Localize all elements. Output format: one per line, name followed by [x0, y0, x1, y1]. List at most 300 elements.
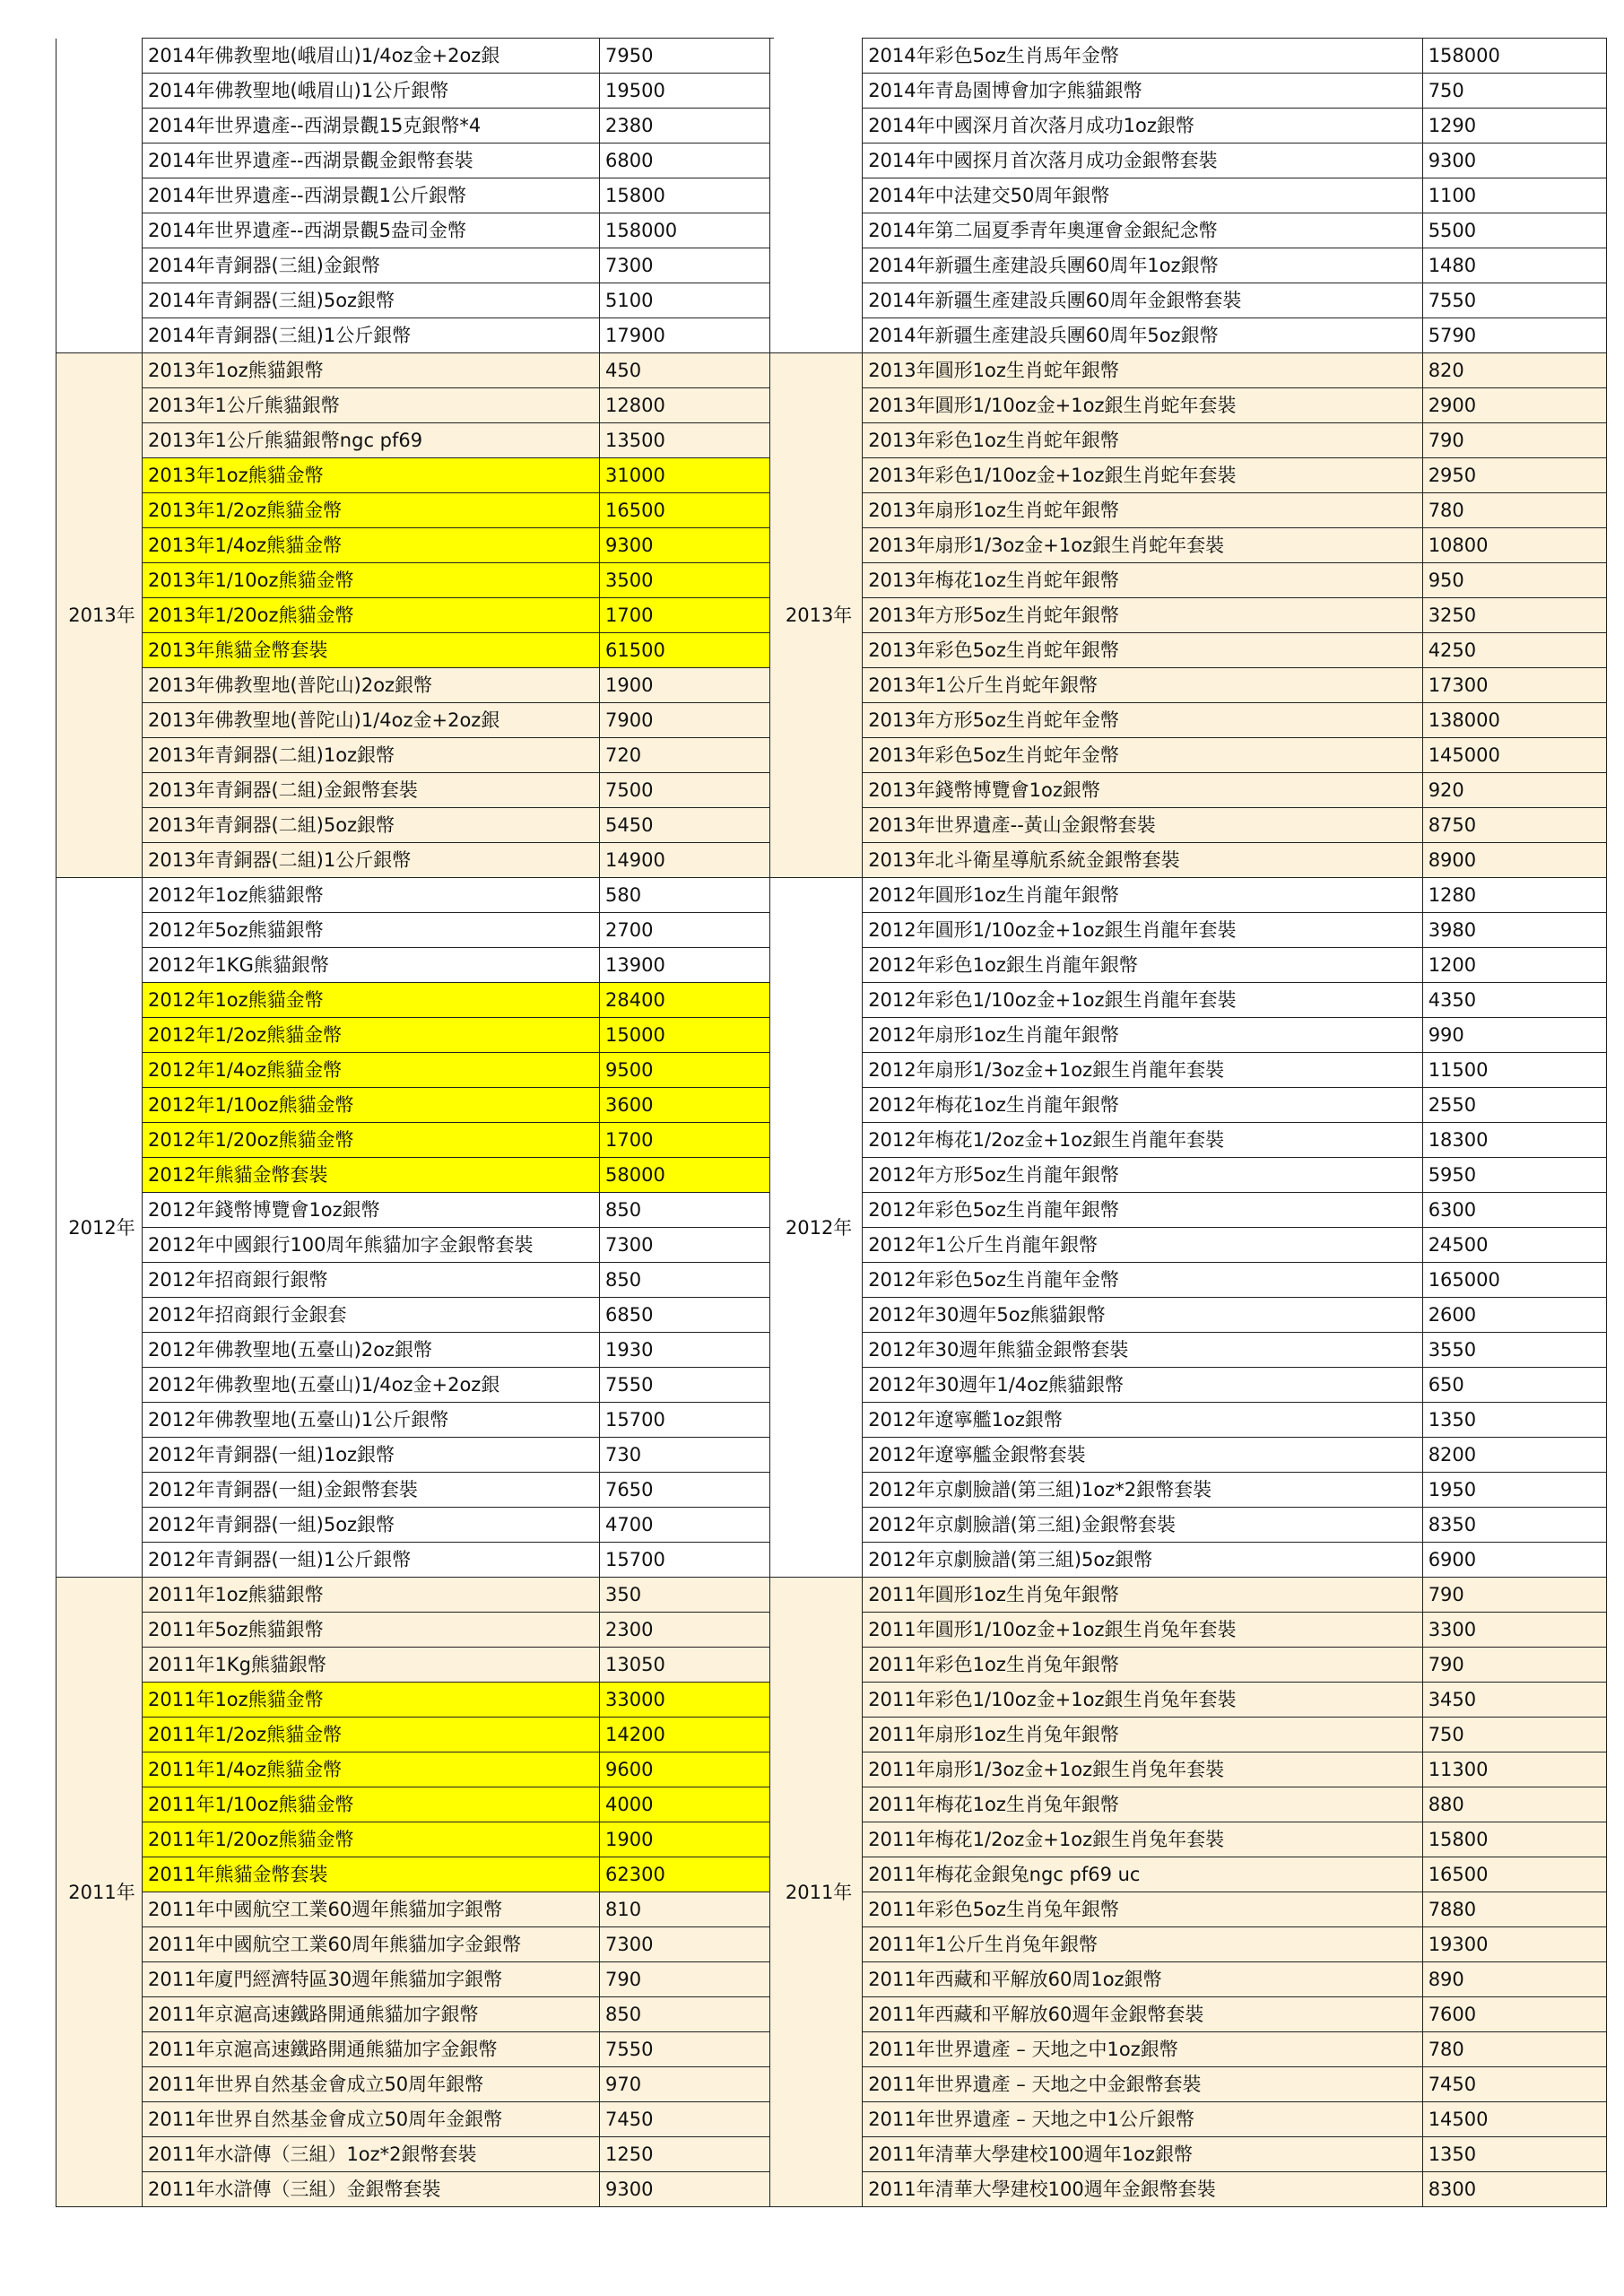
- table-row: [56, 1613, 774, 1648]
- item-name: 2013年佛教聖地(普陀山)2oz銀幣: [143, 668, 600, 703]
- table-row: [770, 1438, 1607, 1473]
- table-row: [56, 1718, 774, 1752]
- item-name: 2012年方形5oz生肖龍年銀幣: [863, 1158, 1423, 1193]
- item-price: 720: [600, 738, 774, 773]
- item-name: 2011年中國航空工業60周年熊貓加字金銀幣: [143, 1927, 600, 1962]
- table-row: [56, 808, 774, 843]
- item-price: 19500: [600, 74, 774, 109]
- item-name: 2013年1/20oz熊貓金幣: [143, 598, 600, 633]
- table-row: [56, 1962, 774, 1997]
- item-name: 2012年京劇臉譜(第三組)金銀幣套裝: [863, 1508, 1423, 1543]
- table-row: [770, 528, 1607, 563]
- table-row: [56, 1228, 774, 1263]
- item-name: 2013年1oz熊貓金幣: [143, 458, 600, 493]
- table-row: [56, 598, 774, 633]
- item-price: 10800: [1422, 528, 1606, 563]
- item-price: 1930: [600, 1333, 774, 1368]
- item-price: 6800: [600, 144, 774, 178]
- item-price: 31000: [600, 458, 774, 493]
- item-name: 2012年京劇臉譜(第三組)1oz*2銀幣套裝: [863, 1473, 1423, 1508]
- table-row: [770, 563, 1607, 598]
- table-row: [770, 1473, 1607, 1508]
- item-name: 2012年京劇臉譜(第三組)5oz銀幣: [863, 1543, 1423, 1578]
- item-name: 2013年彩色1/10oz金+1oz銀生肖蛇年套裝: [863, 458, 1423, 493]
- table-row: [56, 178, 774, 213]
- table-row: [770, 913, 1607, 948]
- table-row: [770, 1718, 1607, 1752]
- item-price: 2700: [600, 913, 774, 948]
- table-row: [56, 1368, 774, 1403]
- item-name: 2011年世界遺產 – 天地之中1公斤銀幣: [863, 2102, 1423, 2137]
- item-name: 2011年1公斤生肖兔年銀幣: [863, 1927, 1423, 1962]
- item-price: 6300: [1422, 1193, 1606, 1228]
- item-price: 15700: [600, 1543, 774, 1578]
- table-row: [56, 1787, 774, 1822]
- year-label: [56, 39, 143, 353]
- item-price: 7500: [600, 773, 774, 808]
- item-price: 950: [1422, 563, 1606, 598]
- item-name: 2011年水滸傳（三組）金銀幣套裝: [143, 2172, 600, 2207]
- table-row: [56, 74, 774, 109]
- item-price: 7550: [1422, 283, 1606, 318]
- table-row: [770, 1333, 1607, 1368]
- item-name: 2013年1oz熊貓銀幣: [143, 353, 600, 388]
- item-name: 2012年圓形1/10oz金+1oz銀生肖龍年套裝: [863, 913, 1423, 948]
- item-price: 2600: [1422, 1298, 1606, 1333]
- item-price: 17900: [600, 318, 774, 353]
- item-price: 5790: [1422, 318, 1606, 353]
- table-row: [770, 2032, 1607, 2067]
- item-price: 9500: [600, 1053, 774, 1088]
- table-row: [770, 598, 1607, 633]
- item-name: 2013年圓形1oz生肖蛇年銀幣: [863, 353, 1423, 388]
- table-row: [770, 388, 1607, 423]
- item-price: 850: [600, 1263, 774, 1298]
- table-row: [56, 458, 774, 493]
- item-price: 7300: [600, 248, 774, 283]
- item-price: 158000: [1422, 39, 1606, 74]
- item-price: 7300: [600, 1228, 774, 1263]
- item-name: 2012年遼寧艦1oz銀幣: [863, 1403, 1423, 1438]
- table-row: [770, 1648, 1607, 1683]
- item-name: 2012年彩色1/10oz金+1oz銀生肖龍年套裝: [863, 983, 1423, 1018]
- table-row: [770, 1752, 1607, 1787]
- table-row: [770, 1123, 1607, 1158]
- item-price: 16500: [1422, 1857, 1606, 1892]
- item-price: 990: [1422, 1018, 1606, 1053]
- item-price: 24500: [1422, 1228, 1606, 1263]
- table-row: [770, 1368, 1607, 1403]
- item-name: 2011年梅花1/2oz金+1oz銀生肖兔年套裝: [863, 1822, 1423, 1857]
- item-price: 4350: [1422, 983, 1606, 1018]
- item-price: 14500: [1422, 2102, 1606, 2137]
- year-label: 2013年: [770, 353, 863, 878]
- item-price: 580: [600, 878, 774, 913]
- item-price: 1350: [1422, 1403, 1606, 1438]
- item-price: 11300: [1422, 1752, 1606, 1787]
- item-price: 3980: [1422, 913, 1606, 948]
- table-row: [56, 528, 774, 563]
- item-name: 2012年青銅器(一組)1公斤銀幣: [143, 1543, 600, 1578]
- table-row: [770, 1927, 1607, 1962]
- item-name: 2013年熊貓金幣套裝: [143, 633, 600, 668]
- item-name: 2013年1/10oz熊貓金幣: [143, 563, 600, 598]
- item-name: 2011年西藏和平解放60周1oz銀幣: [863, 1962, 1423, 1997]
- item-price: 11500: [1422, 1053, 1606, 1088]
- item-price: 1200: [1422, 948, 1606, 983]
- item-price: 7950: [600, 39, 774, 74]
- table-row: [770, 1543, 1607, 1578]
- table-row: [770, 2102, 1607, 2137]
- item-name: 2013年1/2oz熊貓金幣: [143, 493, 600, 528]
- table-row: [56, 1578, 774, 1613]
- table-row: [770, 1683, 1607, 1718]
- table-row: [770, 1613, 1607, 1648]
- item-name: 2011年1oz熊貓銀幣: [143, 1578, 600, 1613]
- item-name: 2014年佛教聖地(峨眉山)1公斤銀幣: [143, 74, 600, 109]
- table-row: [770, 248, 1607, 283]
- item-name: 2011年1/10oz熊貓金幣: [143, 1787, 600, 1822]
- item-name: 2014年中國探月首次落月成功金銀幣套裝: [863, 144, 1423, 178]
- item-price: 1350: [1422, 2137, 1606, 2172]
- item-price: 780: [1422, 493, 1606, 528]
- item-name: 2013年世界遺產--黃山金銀幣套裝: [863, 808, 1423, 843]
- table-row: [770, 318, 1607, 353]
- item-price: 1480: [1422, 248, 1606, 283]
- item-price: 15000: [600, 1018, 774, 1053]
- item-name: 2012年1/20oz熊貓金幣: [143, 1123, 600, 1158]
- table-row: [56, 633, 774, 668]
- table-row: [56, 1997, 774, 2032]
- table-row: [56, 843, 774, 878]
- item-price: 8900: [1422, 843, 1606, 878]
- table-row: [56, 1473, 774, 1508]
- table-row: [56, 109, 774, 144]
- item-name: 2014年新疆生產建設兵團60周年金銀幣套裝: [863, 283, 1423, 318]
- table-row: [770, 668, 1607, 703]
- item-name: 2014年青銅器(三組)5oz銀幣: [143, 283, 600, 318]
- item-name: 2013年彩色5oz生肖蛇年銀幣: [863, 633, 1423, 668]
- item-price: 33000: [600, 1683, 774, 1718]
- table-row: [56, 283, 774, 318]
- table-row: [56, 1822, 774, 1857]
- table-row: [56, 2067, 774, 2102]
- item-price: 61500: [600, 633, 774, 668]
- item-price: 5500: [1422, 213, 1606, 248]
- item-price: 7300: [600, 1927, 774, 1962]
- item-name: 2011年廈門經濟特區30週年熊貓加字銀幣: [143, 1962, 600, 1997]
- table-row: [56, 913, 774, 948]
- item-name: 2013年青銅器(二組)1公斤銀幣: [143, 843, 600, 878]
- item-price: 850: [600, 1193, 774, 1228]
- item-price: 5100: [600, 283, 774, 318]
- item-name: 2011年彩色5oz生肖兔年銀幣: [863, 1892, 1423, 1927]
- right-price-table: [769, 38, 1607, 2207]
- item-price: 138000: [1422, 703, 1606, 738]
- item-name: 2013年1公斤生肖蛇年銀幣: [863, 668, 1423, 703]
- item-name: 2011年西藏和平解放60週年金銀幣套裝: [863, 1997, 1423, 2032]
- item-price: 6900: [1422, 1543, 1606, 1578]
- table-row: [770, 633, 1607, 668]
- item-name: 2012年1/10oz熊貓金幣: [143, 1088, 600, 1123]
- item-name: 2011年熊貓金幣套裝: [143, 1857, 600, 1892]
- item-price: 1280: [1422, 878, 1606, 913]
- item-name: 2011年京滬高速鐵路開通熊貓加字銀幣: [143, 1997, 600, 2032]
- item-name: 2014年世界遺產--西湖景觀15克銀幣*4: [143, 109, 600, 144]
- item-price: 7550: [600, 1368, 774, 1403]
- item-price: 19300: [1422, 1927, 1606, 1962]
- item-name: 2011年圓形1oz生肖兔年銀幣: [863, 1578, 1423, 1613]
- item-name: 2011年世界自然基金會成立50周年金銀幣: [143, 2102, 600, 2137]
- table-row: [770, 1578, 1607, 1613]
- item-price: 3500: [600, 563, 774, 598]
- item-name: 2012年招商銀行金銀套: [143, 1298, 600, 1333]
- item-name: 2014年世界遺產--西湖景觀金銀幣套裝: [143, 144, 600, 178]
- year-label: 2012年: [770, 878, 863, 1578]
- item-price: 7600: [1422, 1997, 1606, 2032]
- table-row: [770, 213, 1607, 248]
- item-name: 2011年1oz熊貓金幣: [143, 1683, 600, 1718]
- item-price: 7880: [1422, 1892, 1606, 1927]
- table-row: [56, 1263, 774, 1298]
- year-label: [770, 39, 863, 353]
- item-price: 4250: [1422, 633, 1606, 668]
- item-price: 790: [1422, 1578, 1606, 1613]
- item-price: 1100: [1422, 178, 1606, 213]
- table-row: [770, 1088, 1607, 1123]
- item-price: 13900: [600, 948, 774, 983]
- item-name: 2012年5oz熊貓銀幣: [143, 913, 600, 948]
- item-name: 2012年彩色5oz生肖龍年金幣: [863, 1263, 1423, 1298]
- item-price: 13500: [600, 423, 774, 458]
- item-name: 2011年彩色1oz生肖兔年銀幣: [863, 1648, 1423, 1683]
- item-name: 2014年青銅器(三組)1公斤銀幣: [143, 318, 600, 353]
- item-price: 790: [600, 1962, 774, 1997]
- item-name: 2014年中國深月首次落月成功1oz銀幣: [863, 109, 1423, 144]
- table-row: [56, 668, 774, 703]
- item-price: 1950: [1422, 1473, 1606, 1508]
- item-price: 790: [1422, 1648, 1606, 1683]
- item-price: 3300: [1422, 1613, 1606, 1648]
- item-price: 13050: [600, 1648, 774, 1683]
- table-row: [770, 423, 1607, 458]
- table-row: [770, 74, 1607, 109]
- table-row: [56, 878, 774, 913]
- item-name: 2011年京滬高速鐵路開通熊貓加字金銀幣: [143, 2032, 600, 2067]
- year-label: 2011年: [770, 1578, 863, 2207]
- item-name: 2011年圓形1/10oz金+1oz銀生肖兔年套裝: [863, 1613, 1423, 1648]
- item-price: 750: [1422, 74, 1606, 109]
- table-row: [56, 1403, 774, 1438]
- item-name: 2012年圓形1oz生肖龍年銀幣: [863, 878, 1423, 913]
- item-price: 3600: [600, 1088, 774, 1123]
- item-price: 8350: [1422, 1508, 1606, 1543]
- table-row: [770, 1892, 1607, 1927]
- item-price: 730: [600, 1438, 774, 1473]
- table-row: [770, 1263, 1607, 1298]
- table-row: [770, 1403, 1607, 1438]
- item-name: 2013年圓形1/10oz金+1oz銀生肖蛇年套裝: [863, 388, 1423, 423]
- item-name: 2014年新疆生產建設兵團60周年1oz銀幣: [863, 248, 1423, 283]
- item-price: 158000: [600, 213, 774, 248]
- item-price: 1700: [600, 1123, 774, 1158]
- table-row: [770, 144, 1607, 178]
- table-row: [770, 1997, 1607, 2032]
- item-name: 2014年佛教聖地(峨眉山)1/4oz金+2oz銀: [143, 39, 600, 74]
- item-name: 2014年青銅器(三組)金銀幣: [143, 248, 600, 283]
- year-label: 2012年: [56, 878, 143, 1578]
- item-price: 450: [600, 353, 774, 388]
- item-price: 8750: [1422, 808, 1606, 843]
- item-price: 7450: [1422, 2067, 1606, 2102]
- item-price: 165000: [1422, 1263, 1606, 1298]
- item-name: 2012年青銅器(一組)1oz銀幣: [143, 1438, 600, 1473]
- item-price: 9600: [600, 1752, 774, 1787]
- table-row: [770, 948, 1607, 983]
- item-name: 2012年彩色1oz銀生肖龍年銀幣: [863, 948, 1423, 983]
- item-name: 2013年北斗衛星導航系統金銀幣套裝: [863, 843, 1423, 878]
- item-name: 2013年方形5oz生肖蛇年金幣: [863, 703, 1423, 738]
- item-price: 920: [1422, 773, 1606, 808]
- item-name: 2012年梅花1oz生肖龍年銀幣: [863, 1088, 1423, 1123]
- item-name: 2012年1/4oz熊貓金幣: [143, 1053, 600, 1088]
- item-price: 750: [1422, 1718, 1606, 1752]
- item-price: 18300: [1422, 1123, 1606, 1158]
- item-name: 2011年清華大學建校100週年1oz銀幣: [863, 2137, 1423, 2172]
- item-name: 2014年新疆生產建設兵團60周年5oz銀幣: [863, 318, 1423, 353]
- item-name: 2011年世界自然基金會成立50周年銀幣: [143, 2067, 600, 2102]
- item-name: 2011年1/20oz熊貓金幣: [143, 1822, 600, 1857]
- item-name: 2012年佛教聖地(五臺山)1公斤銀幣: [143, 1403, 600, 1438]
- table-row: [770, 2137, 1607, 2172]
- table-row: [770, 2067, 1607, 2102]
- item-name: 2012年1公斤生肖龍年銀幣: [863, 1228, 1423, 1263]
- table-row: [56, 773, 774, 808]
- item-price: 9300: [600, 2172, 774, 2207]
- item-name: 2014年第二屆夏季青年奧運會金銀紀念幣: [863, 213, 1423, 248]
- item-price: 14900: [600, 843, 774, 878]
- item-name: 2011年1/2oz熊貓金幣: [143, 1718, 600, 1752]
- item-price: 14200: [600, 1718, 774, 1752]
- item-name: 2011年彩色1/10oz金+1oz銀生肖兔年套裝: [863, 1683, 1423, 1718]
- table-row: [56, 2137, 774, 2172]
- table-row: [56, 248, 774, 283]
- item-name: 2012年彩色5oz生肖龍年銀幣: [863, 1193, 1423, 1228]
- item-price: 16500: [600, 493, 774, 528]
- item-name: 2012年1/2oz熊貓金幣: [143, 1018, 600, 1053]
- table-row: [770, 1857, 1607, 1892]
- item-price: 880: [1422, 1787, 1606, 1822]
- item-price: 9300: [600, 528, 774, 563]
- item-price: 1700: [600, 598, 774, 633]
- item-price: 780: [1422, 2032, 1606, 2067]
- table-row: [56, 1088, 774, 1123]
- item-name: 2011年清華大學建校100週年金銀幣套裝: [863, 2172, 1423, 2207]
- item-name: 2012年30週年5oz熊貓銀幣: [863, 1298, 1423, 1333]
- item-name: 2011年梅花金銀兔ngc pf69 uc: [863, 1857, 1423, 1892]
- item-name: 2012年青銅器(一組)金銀幣套裝: [143, 1473, 600, 1508]
- item-name: 2014年彩色5oz生肖馬年金幣: [863, 39, 1423, 74]
- item-price: 9300: [1422, 144, 1606, 178]
- item-name: 2013年1公斤熊貓銀幣ngc pf69: [143, 423, 600, 458]
- item-name: 2011年5oz熊貓銀幣: [143, 1613, 600, 1648]
- item-name: 2012年佛教聖地(五臺山)2oz銀幣: [143, 1333, 600, 1368]
- item-name: 2013年佛教聖地(普陀山)1/4oz金+2oz銀: [143, 703, 600, 738]
- item-price: 15800: [1422, 1822, 1606, 1857]
- table-row: [770, 1193, 1607, 1228]
- table-row: [56, 423, 774, 458]
- item-name: 2014年青島園博會加字熊貓銀幣: [863, 74, 1423, 109]
- item-name: 2012年招商銀行銀幣: [143, 1263, 600, 1298]
- table-row: [56, 983, 774, 1018]
- item-name: 2013年扇形1oz生肖蛇年銀幣: [863, 493, 1423, 528]
- table-row: [770, 353, 1607, 388]
- table-row: [56, 1298, 774, 1333]
- table-row: [770, 39, 1607, 74]
- table-row: [770, 1298, 1607, 1333]
- table-row: [770, 1228, 1607, 1263]
- item-price: 970: [600, 2067, 774, 2102]
- table-row: [56, 1648, 774, 1683]
- table-row: [56, 388, 774, 423]
- table-row: [56, 1892, 774, 1927]
- item-price: 2380: [600, 109, 774, 144]
- item-name: 2013年梅花1oz生肖蛇年銀幣: [863, 563, 1423, 598]
- item-price: 850: [600, 1997, 774, 2032]
- item-price: 3550: [1422, 1333, 1606, 1368]
- item-name: 2012年梅花1/2oz金+1oz銀生肖龍年套裝: [863, 1123, 1423, 1158]
- item-name: 2013年彩色5oz生肖蛇年金幣: [863, 738, 1423, 773]
- table-row: [56, 144, 774, 178]
- table-row: [770, 493, 1607, 528]
- table-row: [770, 1508, 1607, 1543]
- year-label: 2013年: [56, 353, 143, 878]
- item-name: 2012年青銅器(一組)5oz銀幣: [143, 1508, 600, 1543]
- table-row: [56, 738, 774, 773]
- item-name: 2012年錢幣博覽會1oz銀幣: [143, 1193, 600, 1228]
- item-price: 2550: [1422, 1088, 1606, 1123]
- item-price: 1250: [600, 2137, 774, 2172]
- item-name: 2012年30週年1/4oz熊貓銀幣: [863, 1368, 1423, 1403]
- item-price: 145000: [1422, 738, 1606, 773]
- item-name: 2011年中國航空工業60週年熊貓加字銀幣: [143, 1892, 600, 1927]
- item-price: 1290: [1422, 109, 1606, 144]
- item-price: 890: [1422, 1962, 1606, 1997]
- item-price: 820: [1422, 353, 1606, 388]
- table-row: [56, 39, 774, 74]
- item-price: 7900: [600, 703, 774, 738]
- table-row: [770, 1158, 1607, 1193]
- table-row: [56, 563, 774, 598]
- item-name: 2014年世界遺產--西湖景觀5盎司金幣: [143, 213, 600, 248]
- table-row: [56, 2172, 774, 2207]
- item-name: 2011年世界遺產 – 天地之中金銀幣套裝: [863, 2067, 1423, 2102]
- item-name: 2011年梅花1oz生肖兔年銀幣: [863, 1787, 1423, 1822]
- item-name: 2011年世界遺產 – 天地之中1oz銀幣: [863, 2032, 1423, 2067]
- item-price: 4000: [600, 1787, 774, 1822]
- item-price: 2900: [1422, 388, 1606, 423]
- table-row: [56, 1683, 774, 1718]
- item-price: 1900: [600, 1822, 774, 1857]
- table-row: [770, 808, 1607, 843]
- table-row: [56, 948, 774, 983]
- table-row: [56, 1752, 774, 1787]
- item-price: 4700: [600, 1508, 774, 1543]
- item-name: 2012年扇形1oz生肖龍年銀幣: [863, 1018, 1423, 1053]
- left-price-table: [56, 38, 774, 2207]
- item-name: 2013年方形5oz生肖蛇年銀幣: [863, 598, 1423, 633]
- table-row: [56, 1123, 774, 1158]
